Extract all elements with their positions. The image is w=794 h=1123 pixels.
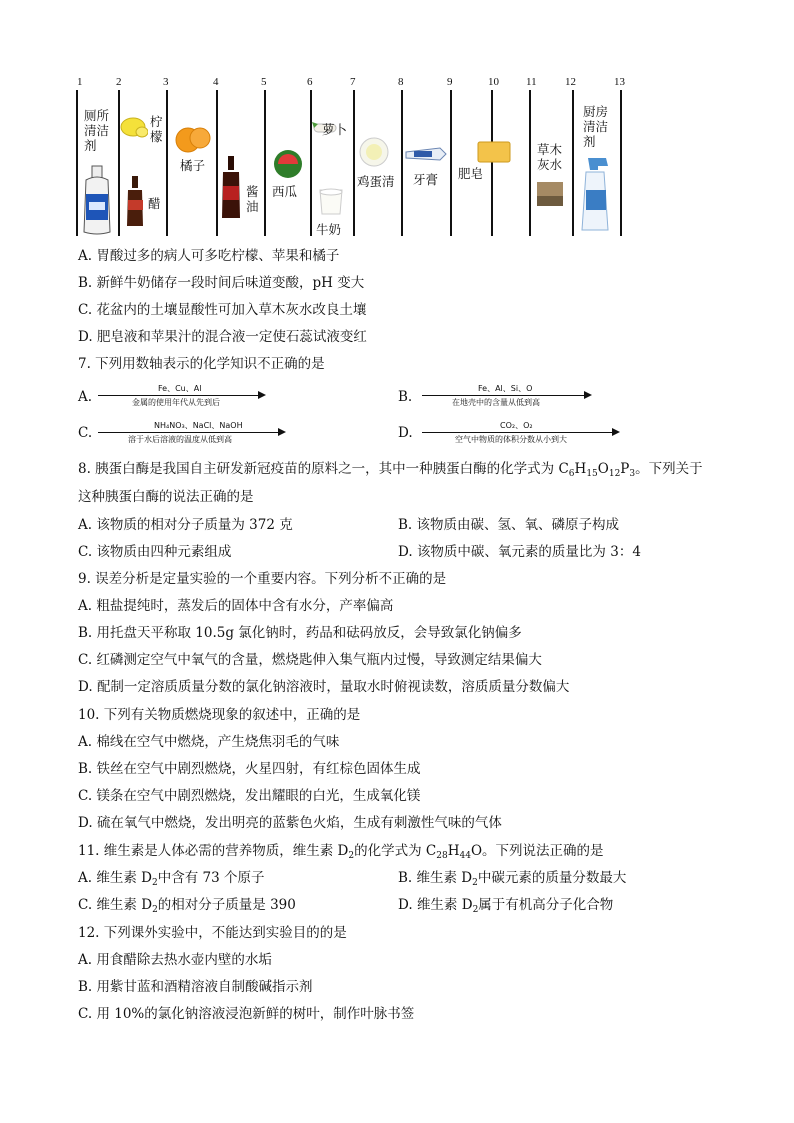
q7-option-b-letter: B. (398, 389, 413, 405)
ash-water-label: 草木灰水 (537, 142, 563, 172)
q11-option-c: C. 维生素 $D_2$的相对分子质量是 390 (78, 897, 296, 915)
toilet-cleaner-bottle-icon (80, 164, 114, 236)
arrow-icon (258, 391, 266, 399)
scale-number: 5 (261, 76, 267, 88)
q10-option-b: B. 铁丝在空气中剧烈燃烧，火星四射，有红棕色固体生成 (78, 761, 421, 777)
scale-number: 10 (488, 76, 499, 88)
q12-option-a: A. 用食醋除去热水壶内壁的水垢 (78, 952, 272, 968)
number-axis (422, 432, 612, 433)
q9-option-d: D. 配制一定溶质质量分数的氯化钠溶液时，量取水时俯视读数，溶质质量分数偏大 (78, 679, 570, 695)
q12-option-b: B. 用紫甘蓝和酒精溶液自制酸碱指示剂 (78, 979, 313, 995)
q7-axis-d-bottom: 空气中物质的体积分数从小到大 (455, 435, 567, 444)
scale-number: 13 (614, 76, 625, 88)
q6-option-d: D. 肥皂液和苹果汁的混合液一定使石蕊试液变红 (78, 329, 367, 345)
watermelon-label: 西瓜 (272, 184, 298, 199)
lemon-label: 柠檬 (150, 114, 163, 144)
scale-number: 4 (213, 76, 219, 88)
q8-option-a: A. 该物质的相对分子质量为 372 克 (78, 517, 293, 533)
toilet-cleaner-label: 厕所清洁剂 (84, 108, 110, 153)
q9-option-a: A. 粗盐提纯时，蒸发后的固体中含有水分，产率偏高 (78, 598, 394, 614)
orange-icon (174, 124, 212, 154)
egg-white-icon (358, 136, 390, 168)
soap-label: 肥皂 (458, 166, 484, 181)
toothpaste-label: 牙膏 (413, 172, 439, 187)
q7-axis-a-bottom: 金属的使用年代从先到后 (132, 398, 220, 407)
scale-line (310, 90, 312, 236)
q7-axis-c-bottom: 溶于水后溶液的温度从低到高 (128, 435, 232, 444)
q11-option-b: B. 维生素 $D_2$中碳元素的质量分数最大 (398, 870, 627, 888)
scale-line (401, 90, 403, 236)
q8-stem-line1: 8. 胰蛋白酶是我国自主研发新冠疫苗的原料之一，其中一种胰蛋白酶的化学式为 $C_6H_{15}O_{12}P_3$。下列关于 (78, 461, 703, 479)
q7-axis-b-top: Fe、Al、Si、O (478, 384, 533, 393)
q10-stem: 10. 下列有关物质燃烧现象的叙述中，正确的是 (78, 707, 361, 723)
orange-label: 橘子 (180, 158, 206, 173)
toothpaste-icon (404, 146, 448, 166)
scale-line (118, 90, 120, 236)
scale-number: 3 (163, 76, 169, 88)
arrow-icon (278, 428, 286, 436)
ash-water-icon (535, 180, 565, 208)
q10-option-d: D. 硫在氧气中燃烧，发出明亮的蓝紫色火焰，生成有刺激性气味的气体 (78, 815, 502, 831)
q8-option-c: C. 该物质由四种元素组成 (78, 544, 232, 560)
number-axis (422, 395, 584, 396)
q7-option-a-letter: A. (78, 389, 93, 405)
q8-stem-line2: 这种胰蛋白酶的说法正确的是 (78, 489, 254, 505)
scale-number: 11 (526, 76, 537, 88)
q12-option-c: C. 用 10%的氯化钠溶液浸泡新鲜的树叶，制作叶脉书签 (78, 1006, 415, 1022)
q9-stem: 9. 误差分析是定量实验的一个重要内容。下列分析不正确的是 (78, 571, 447, 587)
q7-axis-d-top: CO₂、O₂ (500, 421, 533, 430)
q10-option-c: C. 镁条在空气中剧烈燃烧，发出耀眼的白光，生成氧化镁 (78, 788, 421, 804)
q8-option-d: D. 该物质中碳、氧元素的质量比为 3：4 (398, 544, 641, 560)
scale-line (620, 90, 622, 236)
q9-option-b: B. 用托盘天平称取 10.5g 氯化钠时，药品和砝码放反，会导致氯化钠偏多 (78, 625, 522, 641)
scale-number: 9 (447, 76, 453, 88)
arrow-icon (612, 428, 620, 436)
number-axis (98, 395, 258, 396)
q7-option-d-letter: D. (398, 425, 413, 441)
q7-axis-b-bottom: 在地壳中的含量从低到高 (452, 398, 540, 407)
scale-number: 6 (307, 76, 313, 88)
soap-icon (476, 140, 512, 164)
scale-number: 12 (565, 76, 576, 88)
scale-line (572, 90, 574, 236)
q11-stem: 11. 维生素是人体必需的营养物质，维生素 $D_2$的化学式为 $C_{28}H_{44}O$。下列说法正确的是 (78, 843, 604, 861)
scale-line (264, 90, 266, 236)
lemon-icon (120, 116, 148, 138)
q7-stem: 7. 下列用数轴表示的化学知识不正确的是 (78, 356, 325, 372)
watermelon-icon (272, 148, 304, 180)
spray-bottle-icon (578, 156, 616, 232)
scale-number: 1 (77, 76, 83, 88)
soy-sauce-label: 酱油 (246, 184, 259, 214)
scale-line (450, 90, 452, 236)
soy-sauce-bottle-icon (220, 156, 242, 218)
milk-icon (316, 186, 346, 216)
q12-stem: 12. 下列课外实验中，不能达到实验目的的是 (78, 925, 347, 941)
vinegar-label: 醋 (148, 196, 161, 211)
arrow-icon (584, 391, 592, 399)
radish-label: 萝卜 (322, 122, 348, 137)
scale-line (216, 90, 218, 236)
vinegar-bottle-icon (124, 176, 146, 226)
q9-option-c: C. 红磷测定空气中氧气的含量，燃烧匙伸入集气瓶内过慢，导致测定结果偏大 (78, 652, 542, 668)
q6-option-b: B. 新鲜牛奶储存一段时间后味道变酸，pH 变大 (78, 275, 365, 291)
kitchen-cleaner-label: 厨房清洁剂 (583, 104, 609, 149)
q6-option-c: C. 花盆内的土壤显酸性可加入草木灰水改良土壤 (78, 302, 367, 318)
q7-axis-a-top: Fe、Cu、Al (158, 384, 202, 393)
q10-option-a: A. 棉线在空气中燃烧，产生烧焦羽毛的气味 (78, 734, 340, 750)
scale-number: 7 (350, 76, 356, 88)
scale-number: 2 (116, 76, 122, 88)
q6-option-a: A. 胃酸过多的病人可多吃柠檬、苹果和橘子 (78, 248, 340, 264)
q11-option-a: A. 维生素 $D_2$中含有 73 个原子 (78, 870, 265, 888)
q8-option-b: B. 该物质由碳、氢、氧、磷原子构成 (398, 517, 620, 533)
q11-option-d: D. 维生素 $D_2$属于有机高分子化合物 (398, 897, 614, 915)
q7-option-c-letter: C. (78, 425, 93, 441)
scale-line (166, 90, 168, 236)
number-axis (98, 432, 278, 433)
q7-axis-c-top: NH₄NO₃、NaCl、NaOH (154, 421, 243, 430)
scale-line (76, 90, 78, 236)
egg-white-label: 鸡蛋清 (357, 174, 395, 189)
milk-label: 牛奶 (316, 222, 342, 237)
scale-line (529, 90, 531, 236)
scale-number: 8 (398, 76, 404, 88)
scale-line (353, 90, 355, 236)
